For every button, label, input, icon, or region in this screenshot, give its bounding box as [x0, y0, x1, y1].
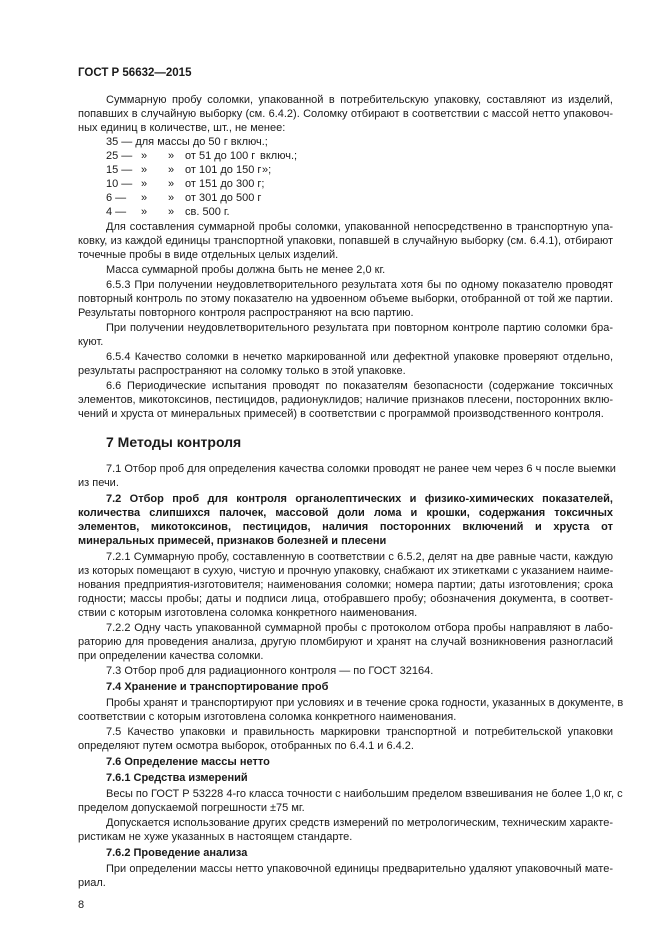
- text-line: ных единиц в количестве, шт., не менее:: [78, 122, 286, 134]
- list-cell: св. 500 г.: [185, 206, 230, 218]
- list-cell: 10 —: [106, 178, 133, 190]
- text-line: ковку, из каждой единицы транспортной упаковки, попавшей в случайную выборку (см. 6.4.1), отбирают: [78, 235, 613, 247]
- text-line: 7.2.1 Суммарную пробу, составленную в соответствии с 6.5.2, делят на две равные части, каждую: [106, 551, 613, 563]
- text-line: куют.: [78, 336, 104, 348]
- text-line: ристикам не хуже указанных в настоящем стандарте.: [78, 831, 353, 843]
- text-line: 7.6.1 Средства измерений: [106, 772, 248, 784]
- text-line: результаты распространяют на соломку только в этой упаковке.: [78, 365, 406, 377]
- text-line: точечные пробы в виде отдельных целых изделий.: [78, 249, 339, 261]
- text-line: 7.3 Отбор проб для радиационного контроля — по ГОСТ 32164.: [106, 665, 434, 677]
- text-line: Суммарную пробу соломки, упакованной в потребительскую упаковку, составляют из изделий,: [106, 94, 613, 106]
- list-cell: от 101 до 150 г: [185, 164, 262, 176]
- list-cell: »: [141, 206, 148, 218]
- list-cell: от 301 до 500 г: [185, 192, 262, 204]
- list-cell: »: [168, 164, 175, 176]
- text-line: соответствии с которым изготовлена соломка конкретного наименования.: [78, 711, 457, 723]
- text-line: 6.5.3 При получении неудовлетворительного результата хотя бы по одному показателю проводят: [106, 279, 613, 291]
- text-line: При определении массы нетто упаковочной единицы предварительно удаляют упаковочный мате-: [106, 863, 613, 875]
- text-line: 7.2 Отбор проб для контроля органолептических и физико-химических показателей,: [106, 493, 613, 505]
- list-cell: от 51 до 100 г: [185, 150, 256, 162]
- text-line: Допускается использование других средств измерений по метрологическим, техническим характе-: [106, 817, 613, 829]
- text-line: чений и хруста от минеральных примесей) в соответствии с программой производственного контроля.: [78, 408, 604, 420]
- list-cell: 4 —: [106, 206, 127, 218]
- list-cell: »: [168, 192, 175, 204]
- text-line: попавших в случайную выборку (см. 6.4.2). Соломку отбирают в соответствии с массой нетто упаковоч-: [78, 108, 613, 120]
- text-line: определяют путем осмотра выборок, отобранных по 6.4.1 и 6.4.2.: [78, 740, 414, 752]
- text-line: 7.4 Хранение и транспортирование проб: [106, 681, 329, 693]
- list-cell: 25 —: [106, 150, 133, 162]
- text-line: элементов, микотоксинов, пестицидов, наличия посторонних включений и хруста от: [78, 521, 613, 533]
- text-line: Пробы хранят и транспортируют при условиях и в течение срока годности, указанных в документе, в: [106, 697, 624, 709]
- list-cell: »: [168, 150, 175, 162]
- list-cell: »: [141, 192, 148, 204]
- text-line: Масса суммарной пробы должна быть не менее 2,0 кг.: [106, 264, 386, 276]
- list-cell: включ.;: [260, 150, 298, 162]
- text-line: 7.6 Определение массы нетто: [106, 756, 270, 768]
- document-header: ГОСТ Р 56632—2015: [78, 67, 192, 79]
- list-cell: »: [141, 164, 148, 176]
- text-line: раторию для проведения анализа, другую пломбируют и хранят на случай возникновения разногласий: [78, 636, 613, 648]
- text-line: Весы по ГОСТ Р 53228 4-го класса точности с наибольшим пределом взвешивания не более 1,0 кг, с: [106, 788, 623, 800]
- list-cell: »: [168, 178, 175, 190]
- text-line: годности; массы пробы; даты и подписи лица, отобравшего пробу; обозначения документа, в соответ-: [78, 593, 613, 605]
- list-cell: 6 —: [106, 192, 127, 204]
- text-line: пределом допускаемой погрешности ±75 мг.: [78, 802, 305, 814]
- text-line: 7.5 Качество упаковки и правильность маркировки транспортной и потребительской упаковки: [106, 726, 613, 738]
- text-line: из которых помещают в сухую, чистую и прочную упаковку, снабжают их этикетками с указанием наиме-: [78, 565, 614, 577]
- list-cell: »: [141, 150, 148, 162]
- text-line: риал.: [78, 877, 106, 889]
- text-line: минеральных примесей, признаков болезней и плесени: [78, 535, 387, 547]
- text-line: 7.2.2 Одну часть упакованной суммарной пробы с протоколом отбора пробы направляют в лабо-: [106, 622, 613, 634]
- list-cell: 35 — для массы до 50 г включ.;: [106, 136, 268, 148]
- text-line: из печи.: [78, 477, 119, 489]
- list-cell: »;: [262, 164, 272, 176]
- text-line: Для составления суммарной пробы соломки, упакованной непосредственно в транспортную упа-: [106, 221, 613, 233]
- list-cell: »: [168, 206, 175, 218]
- page-number: 8: [78, 899, 85, 911]
- text-line: ствии с которым изготовлена соломка конкретного наименования.: [78, 607, 418, 619]
- text-line: 7 Методы контроля: [106, 434, 242, 450]
- text-line: повторный контроль по этому показателю на удвоенном объеме выборки, отобранной от той же партии.: [78, 293, 613, 305]
- text-line: элементов, микотоксинов, пестицидов, радионуклидов; наличие признаков плесени, посторонних вклю-: [78, 394, 613, 406]
- text-line: 6.6 Периодические испытания проводят по показателям безопасности (содержание токсичных: [106, 380, 613, 392]
- text-line: при определении качества соломки.: [78, 650, 264, 662]
- list-cell: 15 —: [106, 164, 133, 176]
- text-line: 6.5.4 Качество соломки в нечетко маркированной или дефектной упаковке проверяют отдельно,: [106, 351, 613, 363]
- text-line: количества слипшихся палочек, массовой доли лома и крошки, содержания токсичных: [78, 507, 613, 519]
- list-cell: от 151 до 300 г;: [185, 178, 265, 190]
- text-line: Результаты повторного контроля распространяют на всю партию.: [78, 307, 414, 319]
- text-line: нования предприятия-изготовителя; наименования соломки; номера партии; даты изготовления; срока: [78, 579, 613, 591]
- text-line: 7.1 Отбор проб для определения качества соломки проводят не ранее чем через 6 ч после выемки: [106, 463, 616, 475]
- text-line: При получении неудовлетворительного результата при повторном контроле партию соломки бра-: [106, 322, 613, 334]
- list-cell: »: [141, 178, 148, 190]
- text-line: 7.6.2 Проведение анализа: [106, 847, 248, 859]
